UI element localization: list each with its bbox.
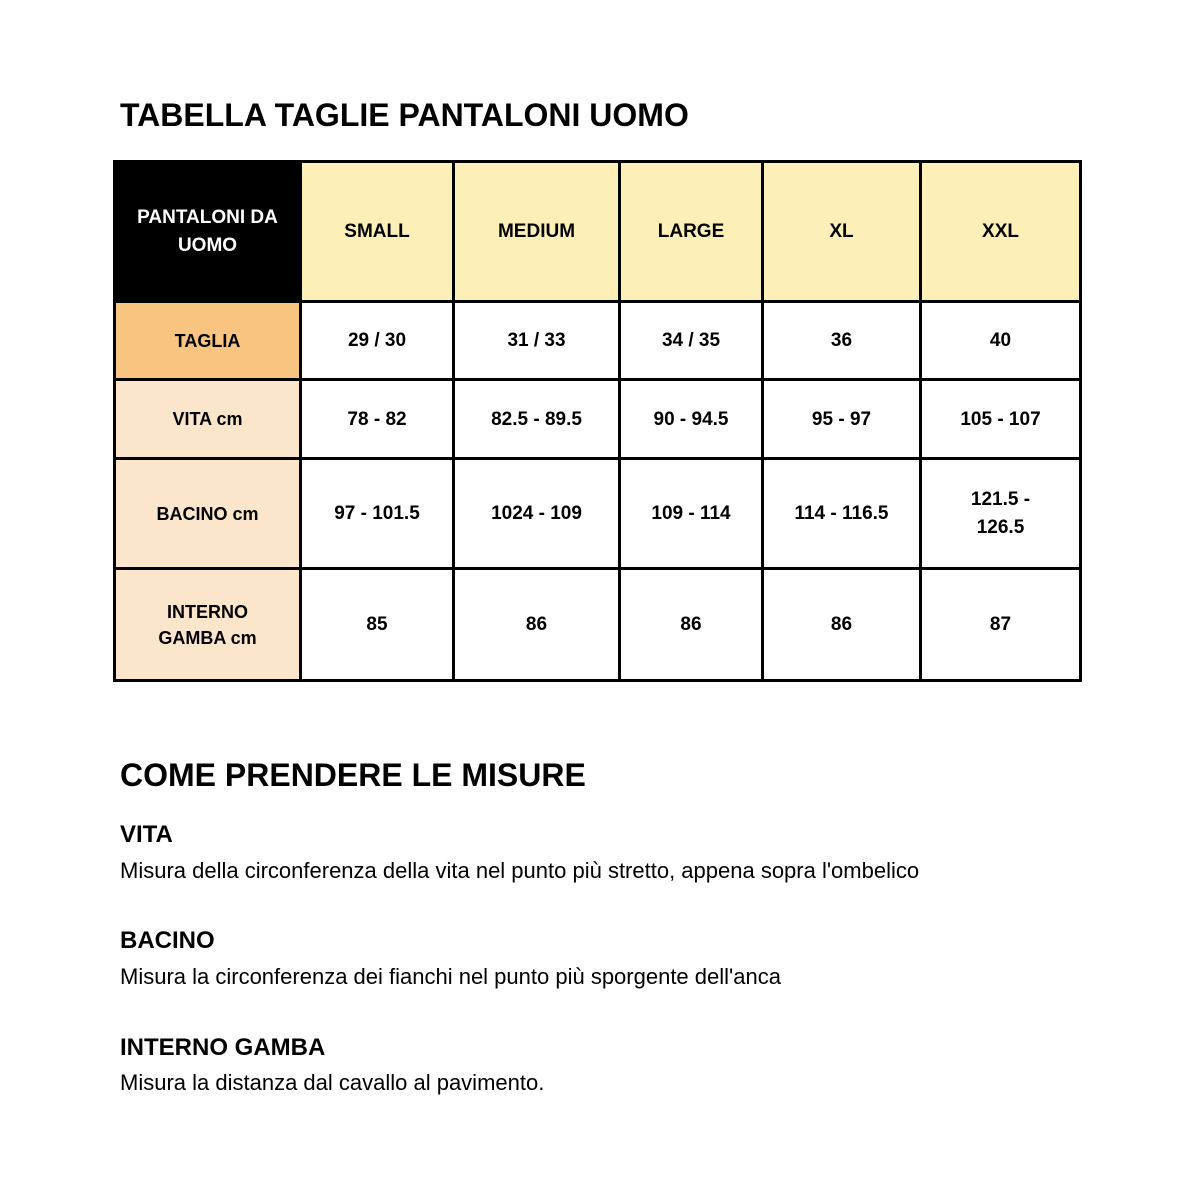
cell-interno-xxl: 87 (921, 569, 1081, 681)
cell-vita-small: 78 - 82 (301, 380, 454, 459)
cell-bacino-xxl-value: 121.5 - 126.5 (970, 489, 1031, 538)
measure-guide-heading: COME PRENDERE LE MISURE (120, 757, 586, 794)
size-table (113, 160, 1082, 682)
cell-vita-xxl: 105 - 107 (921, 380, 1081, 459)
measure-section-bacino (120, 927, 1080, 991)
measure-desc-bacino: Misura la circonferenza dei fianchi nel punto più sporgente dell'anca (120, 963, 781, 989)
cell-taglia-xl: 36 (763, 302, 921, 380)
row-label-taglia: TAGLIA (115, 302, 301, 380)
cell-taglia-medium: 31 / 33 (454, 302, 620, 380)
page-title: TABELLA TAGLIE PANTALONI UOMO (120, 97, 689, 133)
measure-section-interno-gamba (120, 1034, 1080, 1098)
measure-desc-interno-gamba: Misura la distanza dal cavallo al pavimento. (120, 1070, 545, 1096)
cell-bacino-large: 109 - 114 (620, 459, 763, 569)
column-header-xxl: XXL (921, 162, 1081, 302)
cell-interno-large: 86 (620, 569, 763, 681)
cell-bacino-xl: 114 - 116.5 (763, 459, 921, 569)
measure-title-interno-gamba: INTERNO GAMBA (120, 1033, 326, 1061)
table-row-vita (115, 380, 1081, 459)
column-header-small: SMALL (301, 162, 454, 302)
cell-vita-medium: 82.5 - 89.5 (454, 380, 620, 459)
row-label-bacino: BACINO cm (115, 459, 301, 569)
column-header-large: LARGE (620, 162, 763, 302)
column-header-xl: XL (763, 162, 921, 302)
column-header-medium: MEDIUM (454, 162, 620, 302)
cell-vita-large: 90 - 94.5 (620, 380, 763, 459)
table-row-taglia (115, 302, 1081, 380)
measure-desc-vita: Misura della circonferenza della vita nel punto più stretto, appena sopra l'ombelico (120, 857, 920, 883)
cell-taglia-large: 34 / 35 (620, 302, 763, 380)
cell-interno-small: 85 (301, 569, 454, 681)
cell-interno-xl: 86 (763, 569, 921, 681)
cell-bacino-medium: 1024 - 109 (454, 459, 620, 569)
corner-cell: PANTALONI DA UOMO (115, 162, 301, 302)
measure-title-bacino: BACINO (120, 927, 215, 955)
cell-taglia-small: 29 / 30 (301, 302, 454, 380)
table-header-row (115, 162, 1081, 302)
cell-interno-medium: 86 (454, 569, 620, 681)
measure-section-vita (120, 821, 1080, 885)
measure-title-vita: VITA (120, 820, 173, 848)
cell-bacino-xxl (921, 459, 1081, 569)
cell-bacino-small: 97 - 101.5 (301, 459, 454, 569)
cell-taglia-xxl: 40 (921, 302, 1081, 380)
row-label-vita: VITA cm (115, 380, 301, 459)
table-row-interno-gamba (115, 569, 1081, 681)
cell-vita-xl: 95 - 97 (763, 380, 921, 459)
row-label-interno-gamba: INTERNO GAMBA cm (115, 569, 301, 681)
table-row-bacino (115, 459, 1081, 569)
